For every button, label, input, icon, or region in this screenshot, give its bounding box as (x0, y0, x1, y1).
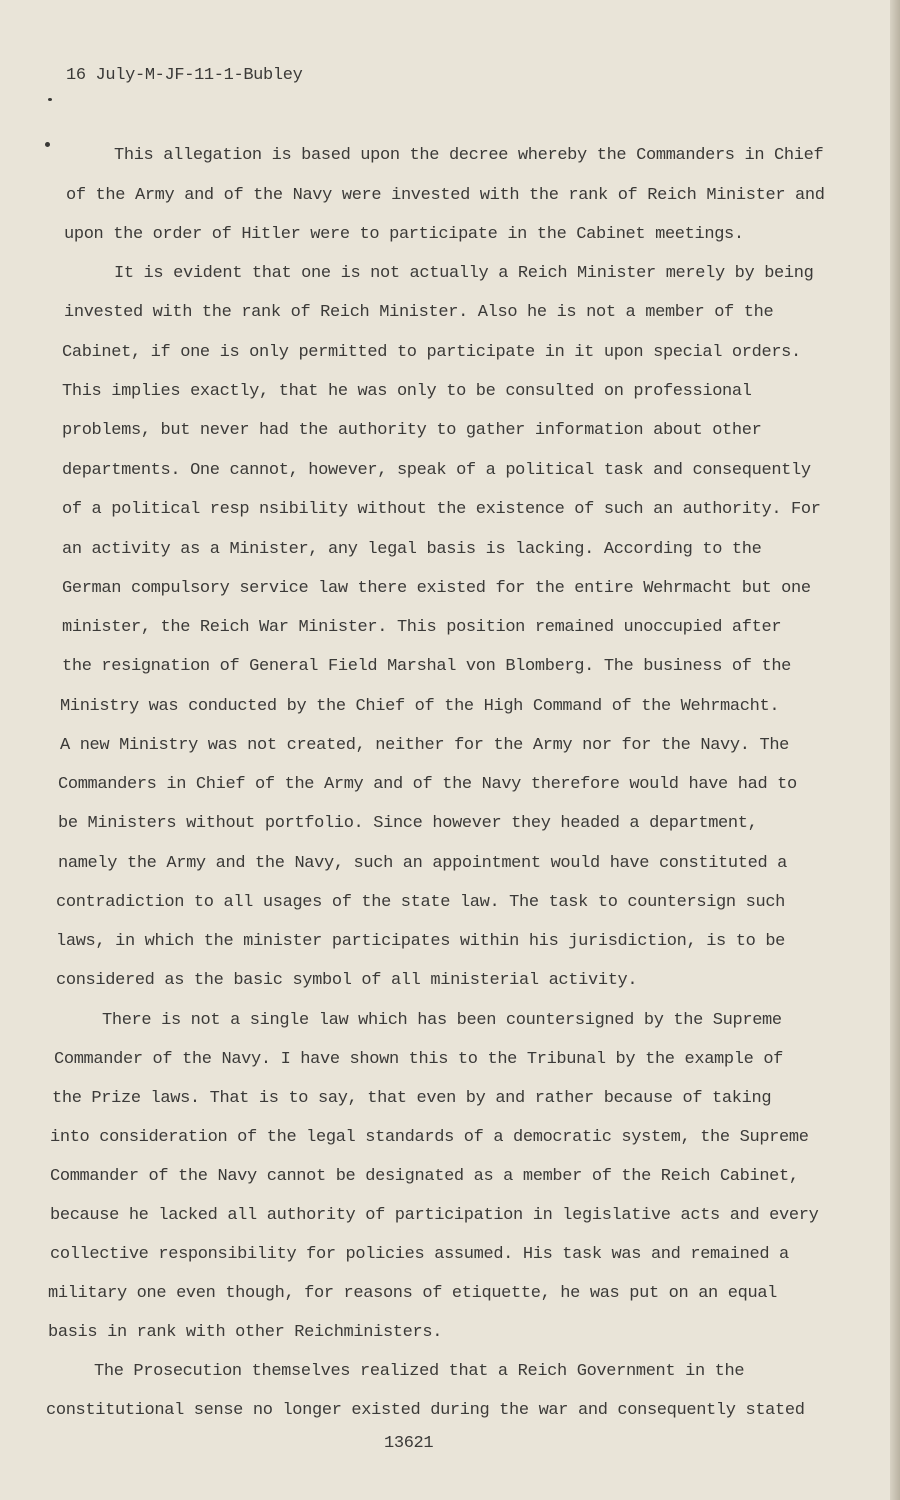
text-line: military one even though, for reasons of etiquette, he was put on an equal (48, 1284, 778, 1303)
punch-mark-lower (45, 142, 50, 147)
text-line: into consideration of the legal standards of a democratic system, the Supreme (50, 1128, 809, 1147)
text-line: This allegation is based upon the decree whereby the Commanders in Chief (114, 146, 824, 165)
text-line: There is not a single law which has been countersigned by the Supreme (102, 1011, 782, 1030)
punch-mark-top (48, 98, 52, 101)
page-number: 13621 (384, 1434, 434, 1453)
document-header: 16 July-M-JF-11-1-Bubley (66, 66, 303, 85)
text-line: invested with the rank of Reich Minister. Also he is not a member of the (64, 303, 774, 322)
text-line: Commander of the Navy cannot be designated as a member of the Reich Cabinet, (50, 1167, 799, 1186)
text-line: because he lacked all authority of participation in legislative acts and every (50, 1206, 819, 1225)
text-line: It is evident that one is not actually a Reich Minister merely by being (114, 264, 814, 283)
text-line: namely the Army and the Navy, such an appointment would have constituted a (58, 854, 788, 873)
text-line: Cabinet, if one is only permitted to participate in it upon special orders. (62, 343, 801, 362)
text-line: laws, in which the minister participates within his jurisdiction, is to be (56, 932, 786, 951)
text-line: A new Ministry was not created, neither for the Army nor for the Navy. The (60, 736, 790, 755)
text-line: Commander of the Navy. I have shown this to the Tribunal by the example of (54, 1050, 784, 1069)
text-line: of a political resp nsibility without the existence of such an authority. For (62, 500, 821, 519)
text-line: upon the order of Hitler were to participate in the Cabinet meetings. (64, 225, 744, 244)
text-line: of the Army and of the Navy were invested with the rank of Reich Minister and (66, 186, 825, 205)
text-line: German compulsory service law there existed for the entire Wehrmacht but one (62, 579, 811, 598)
text-line: The Prosecution themselves realized that a Reich Government in the (94, 1362, 745, 1381)
page-edge-shadow (890, 0, 900, 1500)
text-line: the resignation of General Field Marshal von Blomberg. The business of the (62, 657, 792, 676)
text-line: contradiction to all usages of the state law. The task to countersign such (56, 893, 786, 912)
text-line: This implies exactly, that he was only to be consulted on professional (62, 382, 752, 401)
text-line: the Prize laws. That is to say, that even by and rather because of taking (52, 1089, 772, 1108)
text-line: minister, the Reich War Minister. This position remained unoccupied after (62, 618, 782, 637)
text-line: basis in rank with other Reichministers. (48, 1323, 443, 1342)
text-line: departments. One cannot, however, speak of a political task and consequently (62, 461, 811, 480)
text-line: Ministry was conducted by the Chief of the High Command of the Wehrmacht. (60, 697, 780, 716)
text-line: problems, but never had the authority to gather information about other (62, 421, 762, 440)
text-line: collective responsibility for policies assumed. His task was and remained a (50, 1245, 789, 1264)
text-line: an activity as a Minister, any legal basis is lacking. According to the (62, 540, 762, 559)
text-line: constitutional sense no longer existed during the war and consequently stated (46, 1401, 805, 1420)
text-line: considered as the basic symbol of all ministerial activity. (56, 971, 638, 990)
text-line: Commanders in Chief of the Army and of the Navy therefore would have had to (58, 775, 797, 794)
text-line: be Ministers without portfolio. Since however they headed a department, (58, 814, 758, 833)
